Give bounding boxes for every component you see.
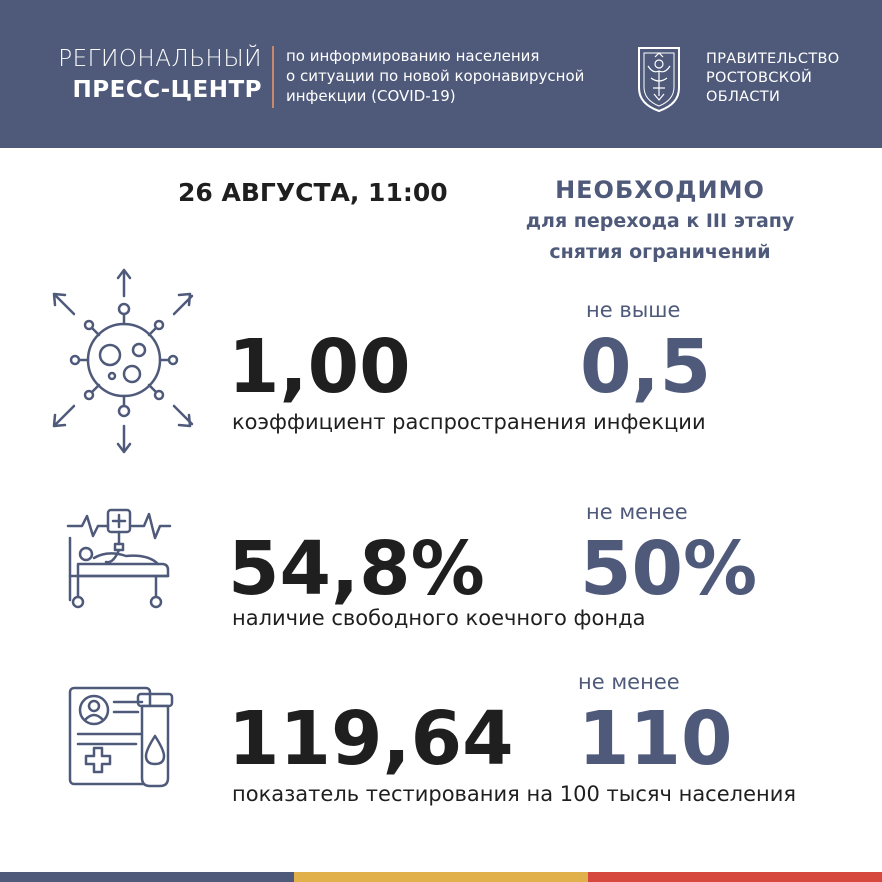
- government-line: ПРАВИТЕЛЬСТВО: [706, 51, 840, 67]
- free-beds-value: 54,8%: [228, 526, 485, 612]
- free-beds-target: 50%: [580, 526, 758, 612]
- brand-title-line2: ПРЕСС-ЦЕНТР: [72, 77, 262, 103]
- requirement-title: НЕОБХОДИМО: [555, 176, 765, 204]
- free-beds-target-prefix: не менее: [586, 500, 688, 524]
- testing-rate-value: 119,64: [228, 696, 514, 782]
- requirement-subtitle: снятия ограничений: [549, 241, 771, 263]
- testing-rate-target-prefix: не менее: [578, 670, 680, 694]
- reproduction-rate-value: 1,00: [228, 324, 411, 410]
- header-divider: [272, 46, 274, 108]
- header-tagline: [286, 46, 616, 106]
- tagline-line: по информированию населения: [286, 47, 540, 65]
- government-line: ОБЛАСТИ: [706, 89, 781, 105]
- footer-color-bar: [0, 872, 882, 882]
- government-line: РОСТОВСКОЙ: [706, 70, 813, 86]
- government-name: [706, 50, 839, 107]
- requirement-subtitle: для перехода к III этапу: [525, 210, 795, 232]
- reproduction-rate-label: коэффициент распространения инфекции: [232, 410, 706, 434]
- footer-segment: [0, 872, 294, 882]
- testing-rate-label: показатель тестирования на 100 тысяч населения: [232, 782, 797, 806]
- report-date: 26 АВГУСТА, 11:00: [178, 178, 448, 207]
- medical-test-icon: [66, 684, 178, 790]
- testing-rate-target: 110: [578, 696, 733, 782]
- coat-of-arms-icon: [636, 44, 682, 114]
- virus-spread-icon: [44, 262, 200, 458]
- hospital-bed-icon: [66, 506, 174, 610]
- header-banner: [0, 0, 882, 148]
- tagline-line: о ситуации по новой коронавирусной: [286, 67, 585, 85]
- brand-title-line1: РЕГИОНАЛЬНЫЙ: [58, 46, 262, 72]
- reproduction-rate-target: 0,5: [580, 324, 712, 410]
- free-beds-label: наличие свободного коечного фонда: [232, 606, 646, 630]
- requirement-heading: [500, 176, 820, 266]
- reproduction-rate-target-prefix: не выше: [586, 298, 681, 322]
- tagline-line: инфекции (COVID-19): [286, 87, 456, 105]
- footer-segment: [294, 872, 588, 882]
- footer-segment: [588, 872, 882, 882]
